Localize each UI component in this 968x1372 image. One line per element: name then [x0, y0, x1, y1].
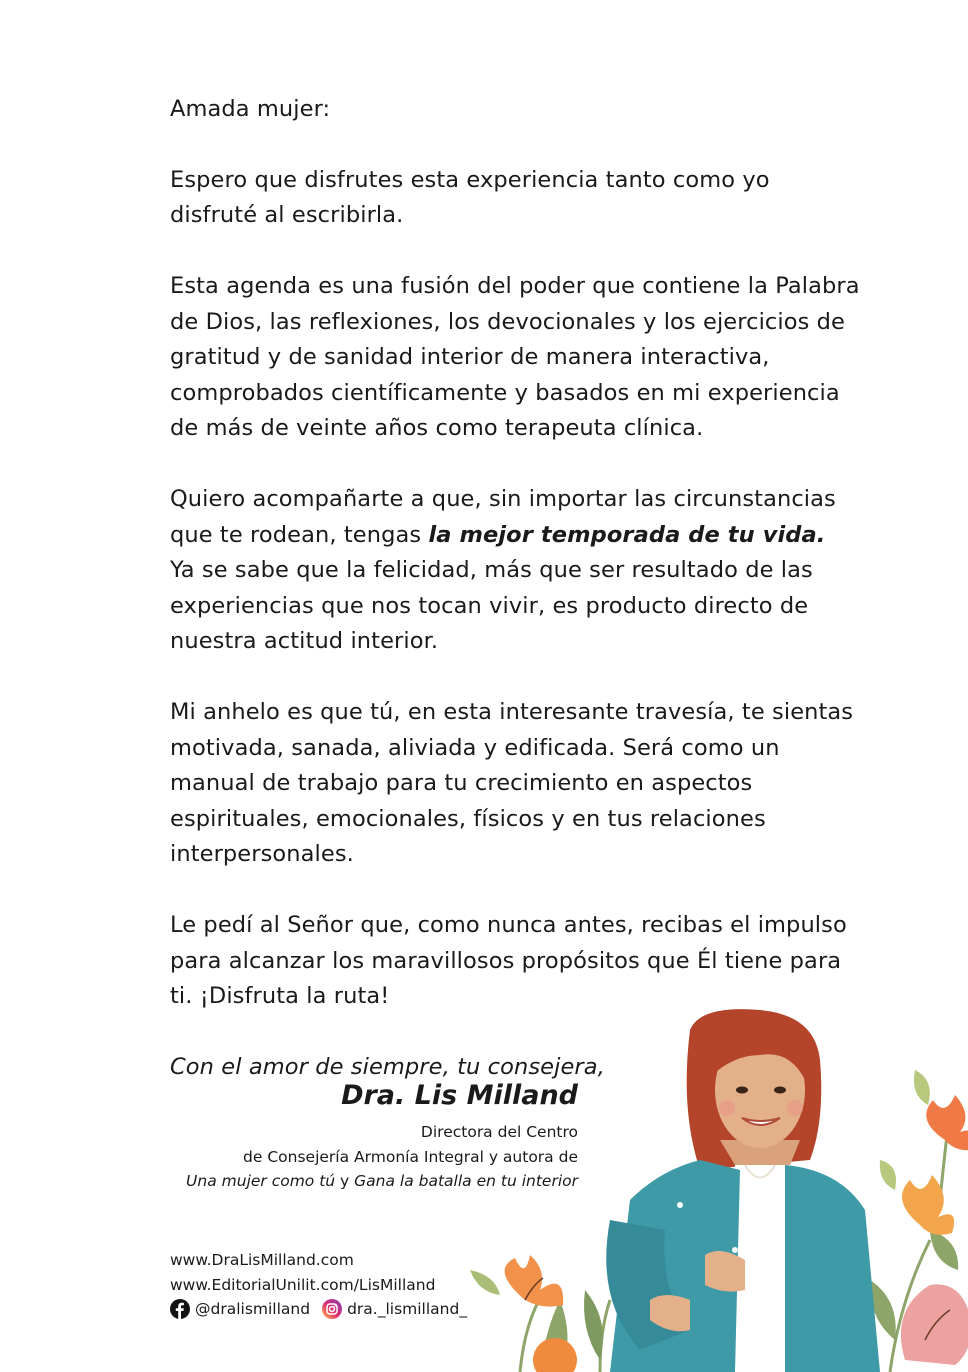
pink-flower	[901, 1284, 968, 1365]
emphasis-text: la mejor temporada de tu vida.	[428, 521, 826, 548]
letter-body	[170, 92, 860, 1121]
instagram-icon	[322, 1299, 342, 1319]
closing-line: Con el amor de siempre, tu consejera,	[170, 1054, 605, 1080]
contact-block	[170, 1248, 467, 1322]
orange-flower-left	[505, 1255, 564, 1307]
orange-flower-right	[902, 1175, 954, 1235]
conjunction: y	[335, 1172, 355, 1190]
orange-flower-top-right	[926, 1095, 968, 1150]
facebook-link[interactable]	[170, 1297, 310, 1322]
facebook-icon	[170, 1299, 190, 1319]
book-title-2: Gana la batalla en tu interior	[354, 1172, 578, 1190]
paragraph-2: Esta agenda es una fusión del poder que contiene la Palabra de Dios, las reflexiones, los devocionales y los ejercicios de gratitud y de sanidad interior de manera interactiva, comprobados científicamente y basados en mi experiencia de más de veinte años como terapeuta clínica.	[170, 273, 860, 441]
facebook-handle: @dralismilland	[195, 1300, 311, 1318]
greeting: Amada mujer:	[170, 96, 331, 122]
orange-flower-bottom	[533, 1338, 577, 1372]
paragraph-3-end: Ya se sabe que la felicidad, más que ser resultado de las experiencias que nos tocan vivir, es producto directo de nuestra actitud interior.	[170, 557, 813, 654]
author-illustration	[440, 1000, 968, 1372]
website-link-2[interactable]: www.EditorialUnilit.com/LisMilland	[170, 1275, 436, 1294]
website-link-1[interactable]: www.DraLisMilland.com	[170, 1251, 354, 1269]
paragraph-1: Espero que disfrutes esta experiencia tanto como yo disfruté al escribirla.	[170, 166, 770, 228]
social-row	[170, 1297, 467, 1322]
paragraph-4: Mi anhelo es que tú, en esta interesante travesía, te sientas motivada, sanada, aliviada y edificada. Será como un manual de trabajo para tu crecimiento en aspectos espirituales, emocionales, físicos y en tus relaciones interpersonales.	[170, 699, 854, 867]
paragraph-3	[170, 482, 860, 660]
author-title-line-2: de Consejería Armonía Integral y autora de	[243, 1147, 578, 1166]
instagram-handle: dra._lismilland_	[347, 1300, 468, 1318]
paragraph-5: Le pedí al Señor que, como nunca antes, recibas el impulso para alcanzar los maravillosos propósitos que Él tiene para ti. ¡Disfruta la ruta!	[170, 912, 847, 1009]
author-title-line-1: Directora del Centro	[420, 1123, 578, 1141]
author-portrait	[606, 1009, 880, 1372]
paragraph-3-start: Quiero acompañarte a que, sin importar las circunstancias que te rodean, tengas	[170, 486, 836, 548]
book-title-1: Una mujer como tú	[186, 1172, 336, 1190]
author-name: Dra. Lis Milland	[341, 1080, 578, 1111]
